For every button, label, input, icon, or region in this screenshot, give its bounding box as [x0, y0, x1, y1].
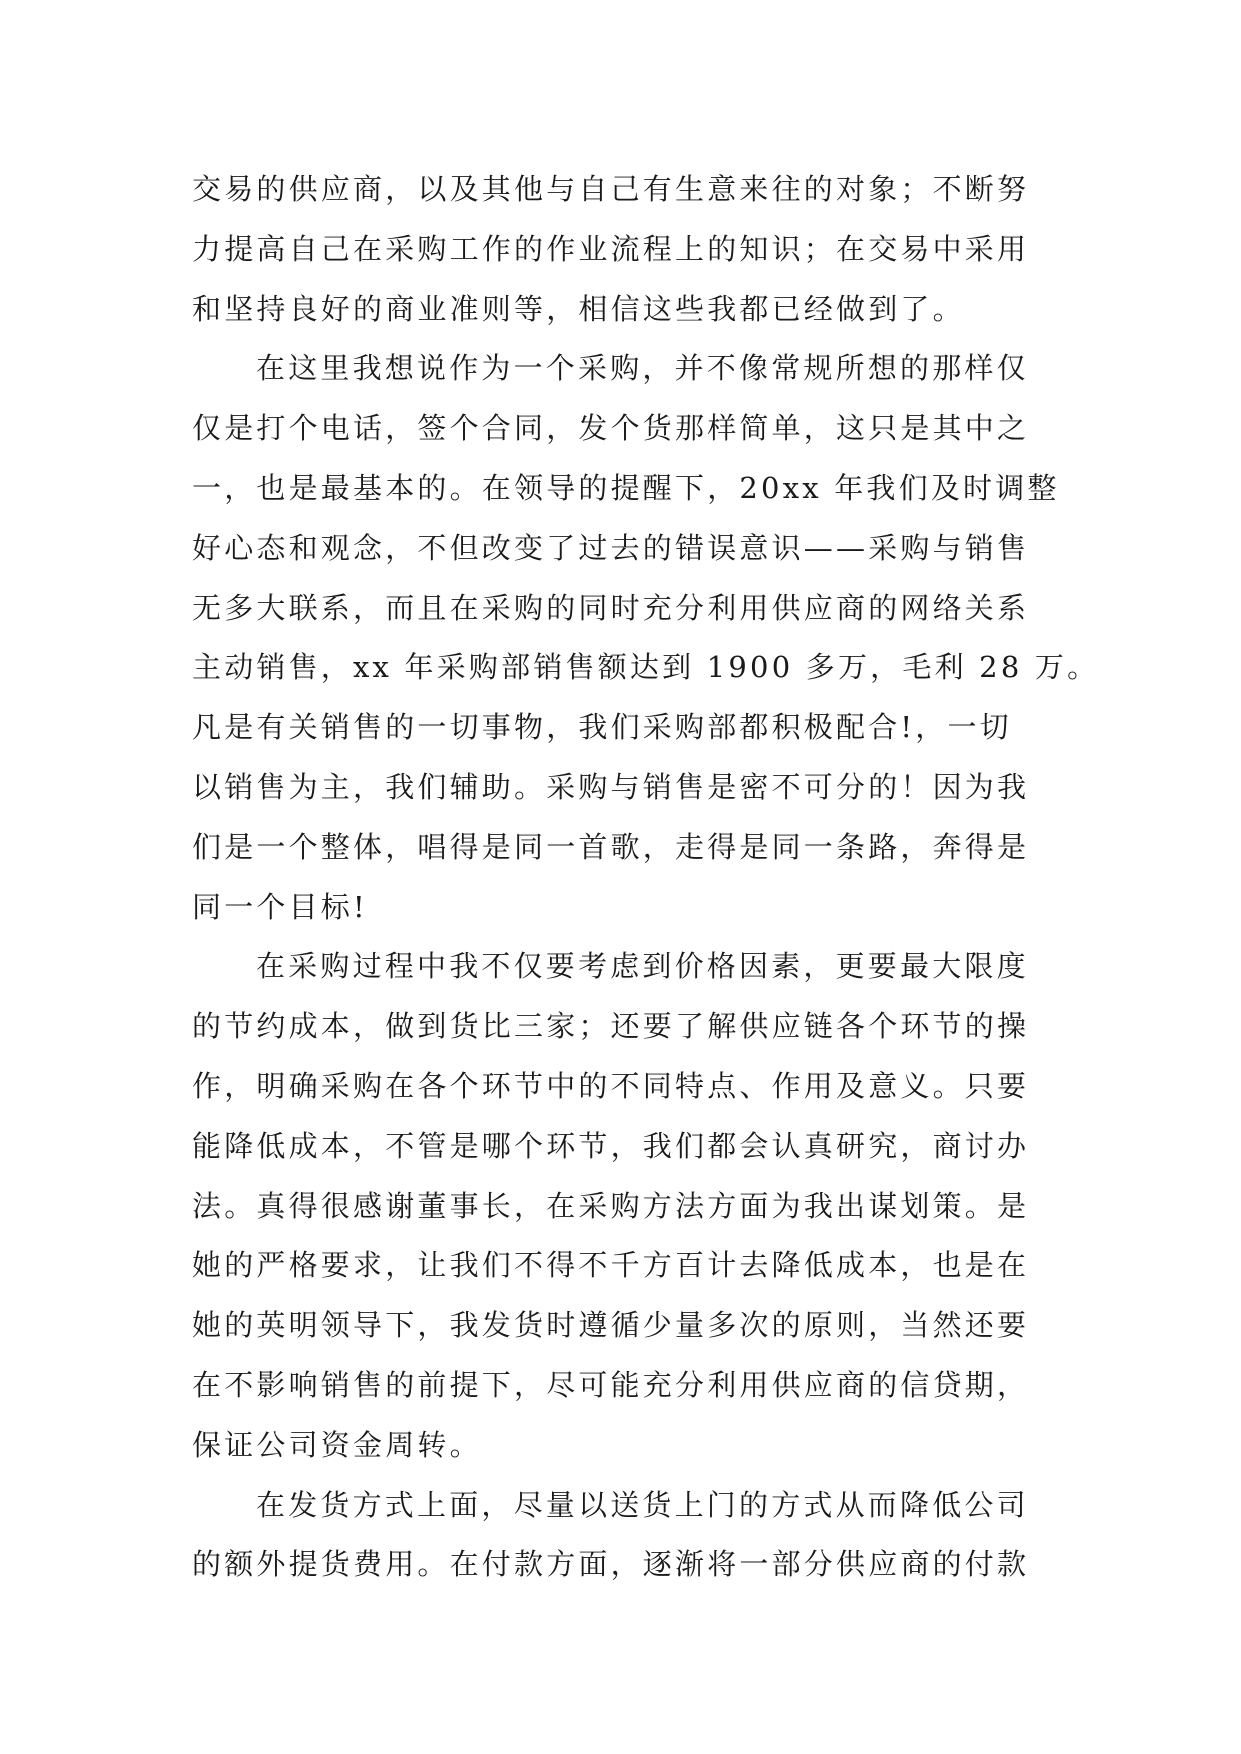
text-line: 无多大联系，而且在采购的同时充分利用供应商的网络关系	[192, 590, 1030, 625]
text-line: 法。真得很感谢董事长，在采购方法方面为我出谋划策。是	[192, 1188, 1030, 1223]
text-line: 的节约成本，做到货比三家；还要了解供应链各个环节的操	[192, 1009, 1030, 1044]
text-line: 的额外提货费用。在付款方面，逐渐将一部分供应商的付款	[192, 1547, 1030, 1582]
text-line: 一，也是最基本的。在领导的提醒下，20xx 年我们及时调整	[192, 470, 1060, 505]
text-line: 们是一个整体，唱得是同一首歌，走得是同一条路，奔得是	[192, 829, 1030, 864]
text-line: 和坚持良好的商业准则等，相信这些我都已经做到了。	[192, 291, 965, 326]
text-line: 凡是有关销售的一切事物，我们采购部都积极配合!，一切	[192, 710, 1012, 745]
text-line: 同一个目标!	[192, 889, 368, 924]
text-line: 她的严格要求，让我们不得不千方百计去降低成本，也是在	[192, 1248, 1030, 1283]
paragraph-first-line: 在采购过程中我不仅要考虑到价格因素，更要最大限度	[256, 949, 1029, 984]
text-line: 她的英明领导下，我发货时遵循少量多次的原则，当然还要	[192, 1308, 1030, 1343]
text-line: 好心态和观念，不但改变了过去的错误意识——采购与销售	[192, 530, 1030, 565]
text-line: 作，明确采购在各个环节中的不同特点、作用及意义。只要	[192, 1068, 1030, 1103]
body-text	[192, 160, 1100, 1595]
text-line: 在不影响销售的前提下，尽可能充分利用供应商的信贷期，	[192, 1367, 1030, 1402]
paragraph-first-line: 在发货方式上面，尽量以送货上门的方式从而降低公司	[256, 1487, 1029, 1522]
text-line: 交易的供应商，以及其他与自己有生意来往的对象；不断努	[192, 172, 1030, 206]
text-line: 能降低成本，不管是哪个环节，我们都会认真研究，商讨办	[192, 1128, 1030, 1163]
text-line: 以销售为主，我们辅助。采购与销售是密不可分的！因为我	[192, 769, 1030, 804]
paragraph-first-line: 在这里我想说作为一个采购，并不像常规所想的那样仅	[256, 351, 1029, 386]
text-line: 保证公司资金周转。	[192, 1427, 482, 1462]
text-line: 仅是打个电话，签个合同，发个货那样简单，这只是其中之	[192, 411, 1030, 446]
text-line: 力提高自己在采购工作的作业流程上的知识；在交易中采用	[192, 231, 1030, 266]
text-line: 主动销售，xx 年采购部销售额达到 1900 多万，毛利 28 万。	[192, 650, 1100, 685]
